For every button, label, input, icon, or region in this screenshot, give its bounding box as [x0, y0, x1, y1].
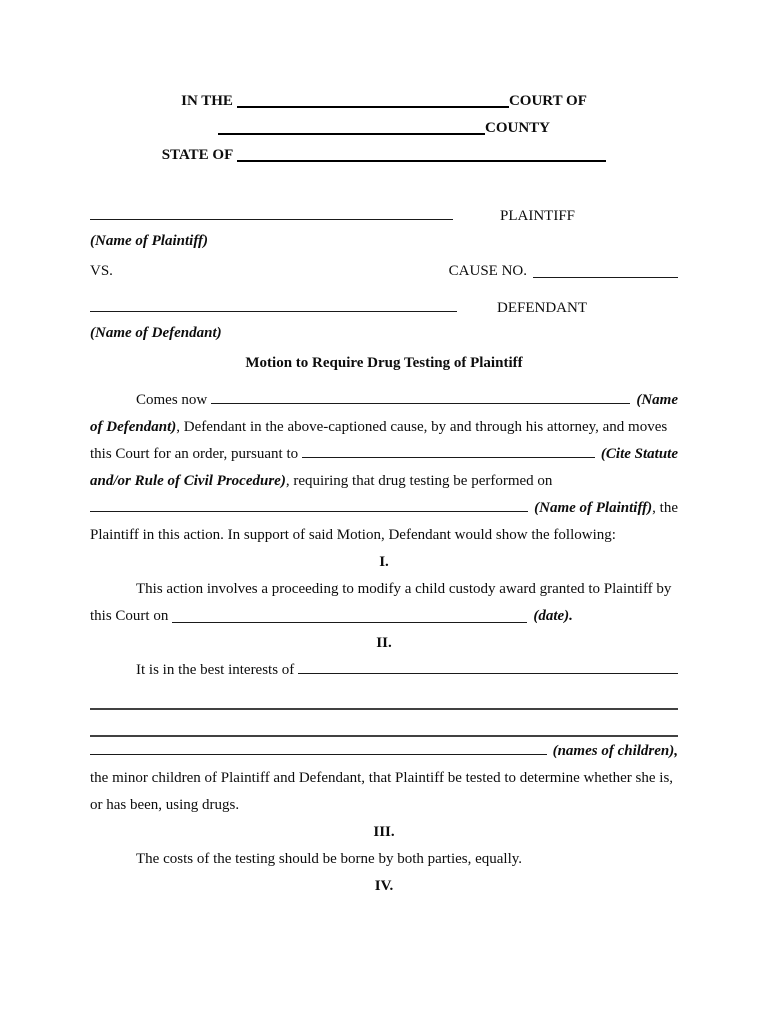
- defendant-name-blank[interactable]: [90, 299, 457, 312]
- caption-line-county: [90, 115, 678, 142]
- county-label: COUNTY: [484, 120, 550, 136]
- p1-line-2: [90, 414, 678, 441]
- comes-now-text: Comes now: [136, 392, 208, 408]
- pursuant-to-text: this Court for an order, pursuant to: [90, 446, 299, 462]
- caption-line-state: [90, 142, 678, 169]
- parties-block: [90, 203, 678, 344]
- name-of-plaintiff-annotation: (Name of Plaintiff): [534, 500, 653, 516]
- defendant-name-fill-blank[interactable]: [211, 391, 630, 404]
- best-interests-blank[interactable]: [298, 661, 678, 674]
- p1-line-4-text: , requiring that drug testing be performed on: [285, 473, 553, 489]
- s3-line-1: The costs of the testing should be borne by both parties, equally.: [136, 851, 523, 867]
- section-1-body: [90, 576, 678, 630]
- plaintiff-name-blank[interactable]: [90, 207, 453, 220]
- state-of-label: STATE OF: [161, 147, 234, 163]
- cause-no-group: [449, 258, 678, 285]
- defendant-label: DEFENDANT: [497, 300, 587, 316]
- s2-line-4: [90, 738, 678, 765]
- defendant-name-caption: (Name of Defendant): [90, 325, 222, 341]
- plaintiff-name-caption: (Name of Plaintiff): [90, 233, 209, 249]
- p1-line-5-text: , the: [652, 500, 678, 516]
- court-caption: [90, 88, 678, 169]
- s2-line-6: or has been, using drugs.: [90, 797, 240, 813]
- date-blank[interactable]: [172, 610, 527, 623]
- names-of-children-annotation: (names of children),: [552, 743, 678, 759]
- children-names-blank[interactable]: [90, 742, 547, 755]
- p1-line-2-text: , Defendant in the above-captioned cause, by and through his attorney, and moves: [176, 419, 668, 435]
- court-name-blank[interactable]: [237, 94, 509, 108]
- court-of-label: COURT OF: [508, 93, 587, 109]
- this-court-on-text: this Court on: [90, 608, 169, 624]
- defendant-row: [90, 295, 678, 322]
- s1-line-2: [90, 603, 678, 630]
- p1-line-3: [90, 441, 678, 468]
- p1-line-6: Plaintiff in this action. In support of said Motion, Defendant would show the following:: [90, 527, 616, 543]
- name-annotation: (Name: [636, 392, 678, 408]
- in-the-label: IN THE: [181, 93, 233, 109]
- state-name-blank[interactable]: [237, 148, 606, 162]
- vs-label: VS.: [90, 263, 113, 279]
- statute-blank[interactable]: [302, 445, 595, 458]
- p1-line-5: [90, 495, 678, 522]
- vs-cause-row: [90, 258, 678, 285]
- date-annotation: (date).: [533, 608, 573, 624]
- children-names-blank-line-1[interactable]: [90, 684, 678, 710]
- of-defendant-annotation: of Defendant): [90, 419, 177, 435]
- s2-line-5: the minor children of Plaintiff and Defendant, that Plaintiff be tested to determine whether she is,: [90, 770, 674, 786]
- s1-line-1: This action involves a proceeding to modify a child custody award granted to Plaintiff by: [136, 581, 672, 597]
- best-interests-text: It is in the best interests of: [136, 662, 295, 678]
- caption-line-court: [90, 88, 678, 115]
- cause-no-blank[interactable]: [533, 265, 678, 278]
- county-name-blank[interactable]: [218, 121, 485, 135]
- section-2-body: [90, 657, 678, 819]
- cite-statute-annotation: (Cite Statute: [600, 446, 678, 462]
- p1-line-4: [90, 468, 678, 495]
- section-1-heading: I.: [379, 554, 389, 570]
- plaintiff-row: [90, 203, 678, 230]
- p1-line-1: [90, 387, 678, 414]
- plaintiff-label: PLAINTIFF: [500, 208, 576, 224]
- cause-no-label: CAUSE NO.: [448, 263, 527, 279]
- rule-of-civil-procedure-annotation: and/or Rule of Civil Procedure): [90, 473, 286, 489]
- section-2-heading: II.: [376, 635, 392, 651]
- document-title: Motion to Require Drug Testing of Plaintiff: [245, 355, 523, 371]
- section-4-heading: IV.: [374, 878, 394, 894]
- plaintiff-name-fill-blank[interactable]: [90, 499, 528, 512]
- children-names-blank-line-2[interactable]: [90, 711, 678, 737]
- paragraph-1: [90, 387, 678, 549]
- section-3-heading: III.: [373, 824, 395, 840]
- s2-line-1: [90, 657, 678, 684]
